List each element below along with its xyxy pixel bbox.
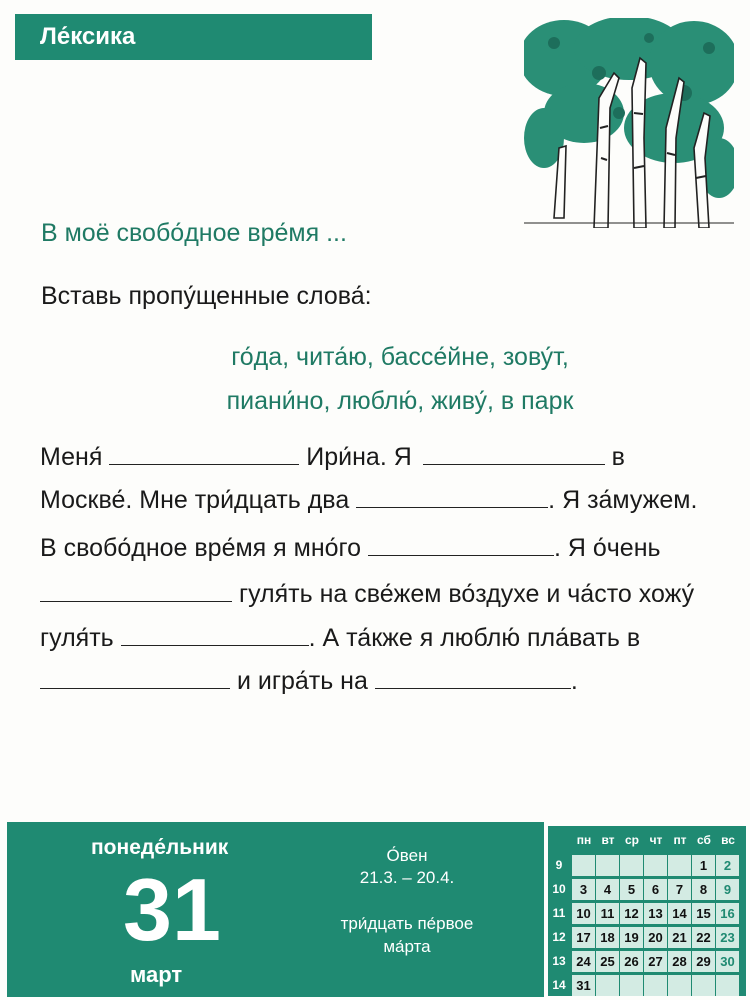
calendar-day-cell [596, 855, 619, 876]
calendar-day-cell: 3 [572, 879, 595, 900]
calendar-day-cell [716, 975, 739, 996]
calendar-day-cell [668, 855, 691, 876]
calendar-day-cell: 9 [716, 879, 739, 900]
month-label: март [130, 962, 183, 987]
exercise-line-1: Меня́ Ири́на. Я в [40, 443, 625, 471]
exercise-instruction: Вставь пропу́щенные слова́: [41, 282, 372, 310]
blank-field[interactable] [40, 581, 232, 602]
week-number: 13 [552, 954, 566, 968]
calendar-day-cell: 21 [668, 927, 691, 948]
weekday-label: понеде́льник [91, 836, 229, 859]
calendar-day-cell: 30 [716, 951, 739, 972]
calendar-day-cell: 17 [572, 927, 595, 948]
word-bank-line-1: го́да, чита́ю, бассе́йне, зову́т, [231, 343, 569, 371]
calendar-day-cell: 29 [692, 951, 715, 972]
word-bank-line-2: пиани́но, люблю́, живу́, в парк [226, 387, 574, 415]
mini-calendar [548, 826, 746, 996]
calendar-day-cell [596, 975, 619, 996]
week-number: 10 [552, 882, 566, 896]
week-number: 11 [552, 906, 566, 920]
exercise-line-2: Москве́. Мне три́дцать два . Я за́мужем. [40, 486, 698, 514]
zodiac-info [352, 845, 462, 889]
calendar-day-cell: 19 [620, 927, 643, 948]
birch-forest-icon [524, 18, 734, 228]
calendar-week-row [548, 854, 746, 878]
calendar-day-cell [668, 975, 691, 996]
blank-field[interactable] [423, 444, 605, 465]
calendar-week-row [548, 902, 746, 926]
calendar-day-cell: 8 [692, 879, 715, 900]
calendar-day-cell: 2 [716, 855, 739, 876]
blank-field[interactable] [368, 535, 554, 556]
calendar-day-cell [644, 975, 667, 996]
zodiac-name: О́вен [386, 846, 428, 865]
calendar-day-cell: 31 [572, 975, 595, 996]
calendar-day-cell: 28 [668, 951, 691, 972]
calendar-week-row [548, 974, 746, 998]
calendar-day-cell: 23 [716, 927, 739, 948]
calendar-day-cell: 1 [692, 855, 715, 876]
calendar-weekday-header: пн вт ср чт пт сб вс [576, 833, 735, 847]
blank-field[interactable] [109, 444, 299, 465]
calendar-day-cell [692, 975, 715, 996]
calendar-day-cell: 14 [668, 903, 691, 924]
calendar-day-cell: 16 [716, 903, 739, 924]
calendar-week-row [548, 950, 746, 974]
calendar-day-cell: 27 [644, 951, 667, 972]
section-title: В моё свобо́дное вре́мя ... [41, 219, 347, 247]
calendar-day-cell [644, 855, 667, 876]
calendar-week-row [548, 878, 746, 902]
calendar-day-cell: 20 [644, 927, 667, 948]
calendar-day-cell: 25 [596, 951, 619, 972]
calendar-day-cell: 11 [596, 903, 619, 924]
calendar-day-cell: 15 [692, 903, 715, 924]
blank-field[interactable] [40, 668, 230, 689]
week-number: 9 [555, 858, 563, 872]
calendar-day-cell: 24 [572, 951, 595, 972]
exercise-line-5: гуля́ть . А та́кже я люблю́ пла́вать в [40, 624, 641, 652]
calendar-day-cell: 26 [620, 951, 643, 972]
calendar-day-cell: 12 [620, 903, 643, 924]
calendar-day-cell: 18 [596, 927, 619, 948]
calendar-day-cell [620, 975, 643, 996]
calendar-day-cell: 13 [644, 903, 667, 924]
calendar-day-cell: 5 [620, 879, 643, 900]
blank-field[interactable] [375, 668, 571, 689]
calendar-day-cell: 22 [692, 927, 715, 948]
exercise-line-6: и игра́ть на . [40, 666, 710, 696]
zodiac-range: 21.3. – 20.4. [359, 868, 455, 887]
date-panel [7, 822, 544, 997]
calendar-day-cell [572, 855, 595, 876]
calendar-day-cell: 4 [596, 879, 619, 900]
blank-field[interactable] [121, 625, 309, 646]
date-in-words: три́дцать пе́рвое ма́рта [340, 914, 474, 956]
week-number: 14 [552, 978, 566, 992]
week-number: 12 [552, 930, 566, 944]
calendar-day-cell [620, 855, 643, 876]
calendar-day-cell: 6 [644, 879, 667, 900]
calendar-day-cell: 7 [668, 879, 691, 900]
calendar-week-row [548, 926, 746, 950]
calendar-day-cell: 10 [572, 903, 595, 924]
section-header-label: Ле́ксика [40, 23, 136, 50]
day-number: 31 [123, 860, 221, 959]
exercise-line-3: В свобо́дное вре́мя я мно́го . Я о́чень [40, 534, 661, 562]
blank-field[interactable] [356, 487, 548, 508]
exercise-line-4: гуля́ть на све́жем во́здухе и ча́сто хожу́ [40, 579, 710, 609]
